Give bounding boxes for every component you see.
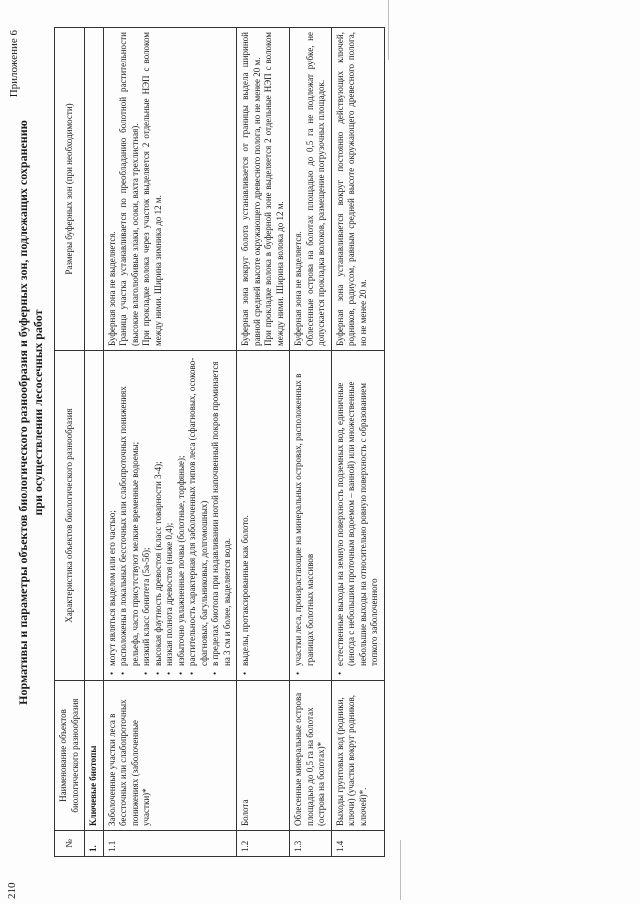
header-num: № — [55, 831, 85, 857]
characteristic-item: • низкая полнота древостоя (ниже 0,4); — [164, 355, 176, 666]
table-header-row — [55, 28, 85, 857]
characteristic-item: • в пределах биотопа при надавливании ногой напочвенный покров проминается на 3 см и более, выделяется вода. — [210, 355, 233, 666]
characteristic-item: • расположены в локальных бессточных или слабопроточных понижениях рельефа, часто присутствуют мелкие временные водоемы; — [118, 355, 141, 666]
table-row — [237, 28, 290, 857]
buffer-paragraph: Буферная зона не выделяется. — [293, 231, 303, 346]
characteristic-item: • выделы, протаксированные как болото. — [240, 355, 252, 666]
characteristic-item: • участки леса, произрастающие на минеральных островах, расположенных в границах болотных массивов — [293, 355, 316, 666]
title-line-1: Нормативы и параметры объектов биологического разнообразия и буферных зон, подлежащих сохранению — [16, 120, 30, 705]
empty-cell — [85, 351, 104, 681]
row-name: Болота — [237, 681, 290, 831]
row-characteristics — [290, 351, 332, 681]
table-row — [290, 28, 332, 857]
table-row — [103, 28, 237, 857]
row-buffer-zone — [103, 28, 237, 351]
empty-cell — [85, 28, 104, 351]
page-number: 210 — [6, 882, 18, 899]
section-title: Ключевые биотопы — [85, 681, 104, 831]
row-num: 1.2 — [237, 831, 290, 857]
norms-table — [54, 27, 385, 857]
table-row — [331, 28, 384, 857]
buffer-paragraph: Буферная зона устанавливается вокруг постоянно действующих ключей, родников, радиусом, равным средней высоте окружающего древесного полога, но не менее 20 м. — [334, 32, 368, 346]
title-line-2: при осуществлении лесосечных работ — [31, 309, 45, 516]
row-characteristics — [103, 351, 237, 681]
row-buffer-zone — [290, 28, 332, 351]
header-characteristics: Характеристика объектов биологического разнообразия — [55, 351, 85, 681]
row-num: 1.3 — [290, 831, 332, 857]
buffer-paragraph: Облесенные острова на болотах площадью до 0,5 га не подлежат рубке, не допускается прокладка волоков, размещение погрузочных площадок. — [304, 32, 326, 346]
buffer-paragraph: При прокладке волока через участок выделяется 2 отдельные НЭП с волоком между ними. Ширина зимника до 12 м. — [141, 32, 163, 346]
row-buffer-zone — [237, 28, 290, 351]
row-characteristics — [331, 351, 384, 681]
appendix-label: Приложение 6 — [8, 30, 20, 98]
header-buffer-zone: Размеры буферных зон (при необходимости) — [55, 28, 85, 351]
characteristic-item: • естественные выходы на земную поверхность подземных вод, единичные (иногда с небольшим проточным водоемом – ванной) или множественные небольшие выходы на относительно ровную поверхность с образованием топкого заболоченного — [335, 355, 381, 666]
characteristic-item: • избыточно увлажненные почвы (болотные, торфяные); — [176, 355, 188, 666]
characteristic-item: • высокая фаутность древостоя (класс товарности 3-4); — [153, 355, 165, 666]
buffer-paragraph: Буферная зона не выделяется. — [106, 231, 117, 346]
row-name: Выходы грунтовых вод (родники, ключи) (участки вокруг родников, ключей)*. — [331, 681, 384, 831]
header-name: Наименование объектов биологического разнообразия — [55, 681, 85, 831]
row-num: 1.1 — [103, 831, 237, 857]
section-num: 1. — [85, 831, 104, 857]
buffer-paragraph: Буферная зона вокруг болота устанавливается от границы выдела шириной равной средней высоте окружающего древесного полога, но не менее 20 м. — [240, 32, 262, 346]
characteristic-item: • растительность характерная для заболоченных типов леса (сфагновых, осоково-сфагновых, багульниковых, долгомошных) — [187, 355, 210, 666]
buffer-paragraph: Граница участка устанавливается по преобладанию болотной растительности (высокие влаголюбивые злаки, осоки, вахта трехлистная). — [118, 32, 140, 346]
row-characteristics — [237, 351, 290, 681]
buffer-paragraph: При прокладке волока в буферной зоне выделяется 2 отдельные НЭП с волоком между ними. Ширина волока до 12 м. — [263, 32, 285, 346]
row-buffer-zone — [331, 28, 384, 351]
characteristic-item: • низкий класс бонитета (5а-5б); — [141, 355, 153, 666]
characteristic-item: • могут являться выделом или его частью; — [107, 355, 119, 666]
row-num: 1.4 — [331, 831, 384, 857]
section-row — [85, 28, 104, 857]
document-title — [16, 40, 46, 785]
row-name: Облесенные минеральные острова площадью до 0,5 га на болотах (острова на болотах)* — [290, 681, 332, 831]
row-name: Заболоченные участки леса в бессточных или слабопроточных понижениях (заболоченные участки)* — [103, 681, 237, 831]
